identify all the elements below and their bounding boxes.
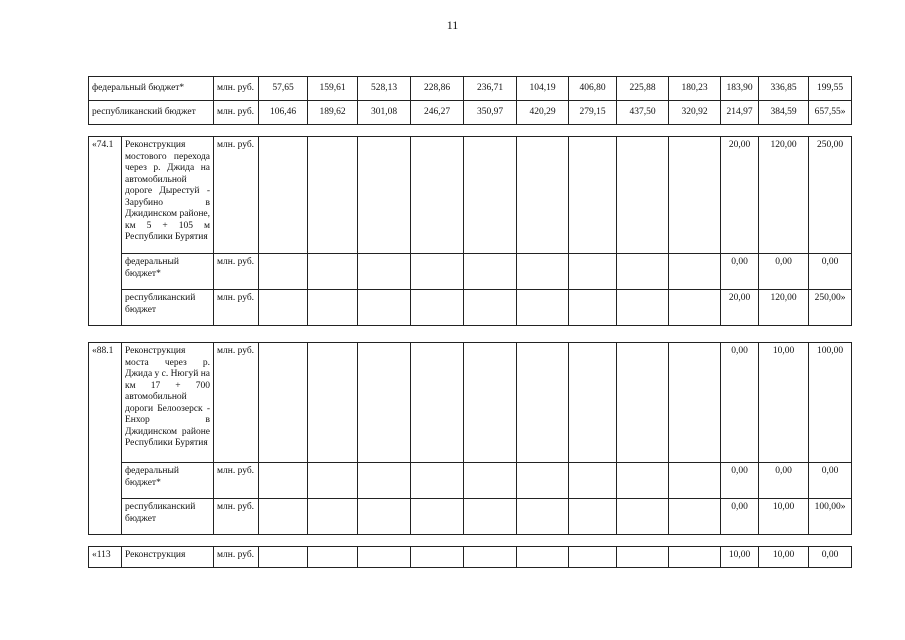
project-row (89, 547, 852, 568)
value-cell: 0,00 (721, 499, 759, 535)
empty-cell (669, 137, 721, 254)
project-number: «113 (89, 547, 122, 568)
value-cell: 320,92 (669, 101, 721, 125)
row-label: республиканский бюджет (122, 290, 214, 326)
unit-cell: млн. руб. (214, 463, 259, 499)
row-label: федеральный бюджет* (122, 254, 214, 290)
empty-cell (464, 290, 517, 326)
empty-cell (517, 254, 569, 290)
empty-cell (569, 499, 617, 535)
value-cell: 106,46 (259, 101, 308, 125)
empty-cell (358, 254, 411, 290)
empty-cell (358, 499, 411, 535)
row-label: федеральный бюджет* (122, 463, 214, 499)
empty-cell (617, 290, 669, 326)
value-cell: 189,62 (308, 101, 358, 125)
empty-cell (308, 290, 358, 326)
empty-cell (308, 463, 358, 499)
summary-row-republic (89, 101, 852, 125)
row-label: республиканский бюджет (122, 499, 214, 535)
empty-cell (569, 254, 617, 290)
summary-table (88, 76, 852, 125)
value-cell: 528,13 (358, 77, 411, 101)
empty-cell (411, 499, 464, 535)
empty-cell (464, 499, 517, 535)
project-row (89, 343, 852, 463)
value-cell: 657,55» (809, 101, 852, 125)
value-cell: 336,85 (759, 77, 809, 101)
value-cell: 350,97 (464, 101, 517, 125)
project-table-74-1 (88, 136, 852, 326)
empty-cell (259, 499, 308, 535)
value-cell: 180,23 (669, 77, 721, 101)
value-cell: 301,08 (358, 101, 411, 125)
project-number: «74.1 (89, 137, 122, 326)
empty-cell (358, 463, 411, 499)
empty-cell (617, 499, 669, 535)
empty-cell (569, 343, 617, 463)
empty-cell (464, 343, 517, 463)
value-cell: 0,00 (759, 254, 809, 290)
empty-cell (669, 463, 721, 499)
federal-sub-row (89, 254, 852, 290)
unit-cell: млн. руб. (214, 101, 259, 125)
unit-cell: млн. руб. (214, 290, 259, 326)
summary-row-federal (89, 77, 852, 101)
republic-sub-row (89, 290, 852, 326)
value-cell: 10,00 (759, 343, 809, 463)
value-cell: 159,61 (308, 77, 358, 101)
empty-cell (358, 137, 411, 254)
empty-cell (517, 343, 569, 463)
empty-cell (259, 547, 308, 568)
project-table-113 (88, 546, 852, 568)
value-cell: 120,00 (759, 137, 809, 254)
empty-cell (308, 343, 358, 463)
empty-cell (358, 290, 411, 326)
empty-cell (669, 254, 721, 290)
empty-cell (517, 547, 569, 568)
project-title: Реконструкция моста через р. Джида у с. Нюгуй на км 17 + 700 автомобильной дороги Белоозерск - Енхор в Джидинском районе Республики Бурятия (122, 343, 214, 463)
empty-cell (464, 254, 517, 290)
empty-cell (617, 463, 669, 499)
empty-cell (411, 137, 464, 254)
project-number: «88.1 (89, 343, 122, 535)
empty-cell (411, 547, 464, 568)
unit-cell: млн. руб. (214, 499, 259, 535)
empty-cell (669, 547, 721, 568)
unit-cell: млн. руб. (214, 343, 259, 463)
value-cell: 199,55 (809, 77, 852, 101)
value-cell: 10,00 (759, 547, 809, 568)
empty-cell (517, 137, 569, 254)
empty-cell (259, 343, 308, 463)
value-cell: 0,00 (721, 343, 759, 463)
empty-cell (308, 137, 358, 254)
empty-cell (358, 547, 411, 568)
value-cell: 420,29 (517, 101, 569, 125)
empty-cell (464, 137, 517, 254)
empty-cell (259, 463, 308, 499)
value-cell: 20,00 (721, 137, 759, 254)
empty-cell (669, 290, 721, 326)
unit-cell: млн. руб. (214, 137, 259, 254)
empty-cell (617, 547, 669, 568)
value-cell: 100,00 (809, 343, 852, 463)
empty-cell (259, 254, 308, 290)
value-cell: 0,00 (721, 463, 759, 499)
empty-cell (411, 254, 464, 290)
empty-cell (669, 499, 721, 535)
value-cell: 0,00 (721, 254, 759, 290)
empty-cell (569, 463, 617, 499)
empty-cell (464, 547, 517, 568)
empty-cell (617, 343, 669, 463)
project-title: Реконструкция (122, 547, 214, 568)
empty-cell (517, 499, 569, 535)
republic-sub-row (89, 499, 852, 535)
empty-cell (259, 137, 308, 254)
empty-cell (411, 463, 464, 499)
project-table-88-1 (88, 342, 852, 535)
value-cell: 279,15 (569, 101, 617, 125)
value-cell: 100,00» (809, 499, 852, 535)
empty-cell (411, 343, 464, 463)
row-label: федеральный бюджет* (89, 77, 214, 101)
empty-cell (517, 463, 569, 499)
empty-cell (464, 463, 517, 499)
value-cell: 10,00 (759, 499, 809, 535)
empty-cell (308, 254, 358, 290)
value-cell: 384,59 (759, 101, 809, 125)
value-cell: 0,00 (809, 547, 852, 568)
value-cell: 228,86 (411, 77, 464, 101)
federal-sub-row (89, 463, 852, 499)
empty-cell (669, 343, 721, 463)
empty-cell (259, 290, 308, 326)
empty-cell (517, 290, 569, 326)
value-cell: 20,00 (721, 290, 759, 326)
empty-cell (411, 290, 464, 326)
value-cell: 0,00 (809, 463, 852, 499)
value-cell: 10,00 (721, 547, 759, 568)
project-row (89, 137, 852, 254)
empty-cell (308, 547, 358, 568)
row-label: республиканский бюджет (89, 101, 214, 125)
empty-cell (308, 499, 358, 535)
value-cell: 214,97 (721, 101, 759, 125)
empty-cell (569, 547, 617, 568)
value-cell: 406,80 (569, 77, 617, 101)
value-cell: 236,71 (464, 77, 517, 101)
value-cell: 250,00 (809, 137, 852, 254)
value-cell: 183,90 (721, 77, 759, 101)
empty-cell (617, 254, 669, 290)
value-cell: 104,19 (517, 77, 569, 101)
value-cell: 120,00 (759, 290, 809, 326)
value-cell: 0,00 (809, 254, 852, 290)
value-cell: 0,00 (759, 463, 809, 499)
page-number: 11 (446, 18, 459, 32)
value-cell: 437,50 (617, 101, 669, 125)
value-cell: 250,00» (809, 290, 852, 326)
unit-cell: млн. руб. (214, 77, 259, 101)
value-cell: 246,27 (411, 101, 464, 125)
unit-cell: млн. руб. (214, 547, 259, 568)
value-cell: 57,65 (259, 77, 308, 101)
empty-cell (569, 137, 617, 254)
unit-cell: млн. руб. (214, 254, 259, 290)
empty-cell (569, 290, 617, 326)
value-cell: 225,88 (617, 77, 669, 101)
empty-cell (617, 137, 669, 254)
empty-cell (358, 343, 411, 463)
project-title: Реконструкция мостового перехода через р. Джида на автомобильной дороге Дырестуй - Зарубино в Джидинском районе, км 5 + 105 м Республики Бурятия (122, 137, 214, 254)
